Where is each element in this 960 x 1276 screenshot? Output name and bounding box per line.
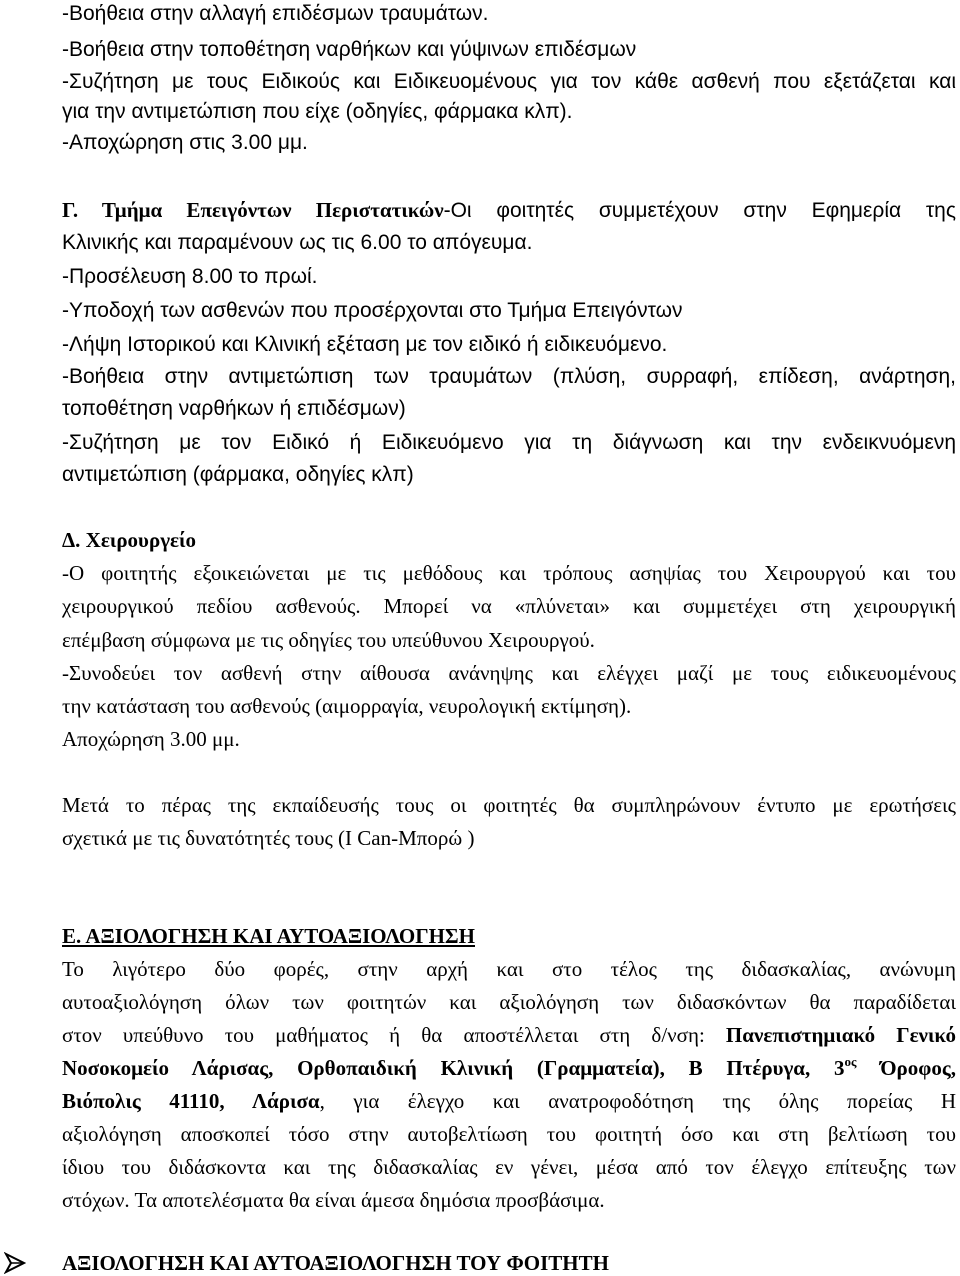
address-intro: στον υπεύθυνο του μαθήματος ή θα αποστέλλεται στη δ/νση: [62, 1023, 726, 1047]
text-line: -Υποδοχή των ασθενών που προσέρχονται στο Τμήμα Επειγόντων [62, 299, 683, 322]
text-line: ίδιου του διδάσκοντα και της διδασκαλίας εν γένει, μέσα από τον έλεγχο επίτευξης των [62, 1155, 956, 1179]
text-line [62, 1054, 956, 1080]
section-d-heading-text: Δ. Χειρουργείο [62, 528, 196, 552]
text-line: -Βοήθεια στην τοποθέτηση ναρθήκων και γύψινων επιδέσμων [62, 38, 637, 61]
text-line: αντιμετώπιση (φάρμακα, οδηγίες κλπ) [62, 463, 414, 486]
arrow-bullet-icon [4, 1252, 26, 1274]
section-e-heading-text: Ε. ΑΞΙΟΛΟΓΗΣΗ ΚΑΙ ΑΥΤΟΑΞΙΟΛΟΓΗΣΗ [62, 924, 475, 948]
text-line: επέμβαση σύμφωνα με τις οδηγίες του υπεύθυνου Χειρουργού. [62, 628, 595, 652]
text-line: -Ο φοιτητής εξοικειώνεται με τις μεθόδους και τρόπους ασηψίας του Χειρουργού και του [62, 561, 956, 585]
section-e-heading [62, 926, 475, 947]
bottom-heading-text: ΑΞΙΟΛΟΓΗΣΗ ΚΑΙ ΑΥΤΟΑΞΙΟΛΟΓΗΣΗ ΤΟΥ ΦΟΙΤΗΤΗ [62, 1251, 609, 1275]
text-line: αυτοαξιολόγηση όλων των φοιτητών και αξιολόγηση των διδασκόντων θα παραδίδεται [62, 990, 956, 1014]
text-line: Μετά το πέρας της εκπαίδευσής τους οι φοιτητές θα συμπληρώνουν έντυπο με ερωτήσεις [62, 793, 956, 817]
text-line: την κατάσταση του ασθενούς (αιμορραγία, νευρολογική εκτίμηση). [62, 694, 632, 718]
text-line: σχετικά με τις δυνατότητές τους (I Can-Μπορώ ) [62, 826, 475, 850]
bottom-heading [62, 1253, 609, 1274]
text-line [62, 1025, 956, 1046]
text-line: -Συζήτηση με τον Ειδικό ή Ειδικευόμενο για τη διάγνωση και την ενδεικνυόμενη [62, 431, 956, 454]
text-line: τοποθέτηση ναρθήκων ή επιδέσμων) [62, 397, 406, 420]
text-line: Κλινικής και παραμένουν ως τις 6.00 το απόγευμα. [62, 231, 533, 254]
text-line: χειρουργικού πεδίου ασθενούς. Μπορεί να «πλύνεται» και συμμετέχει στη χειρουργική [62, 594, 956, 618]
text-line: στόχων. Τα αποτελέσματα θα είναι άμεσα δημόσια προσβάσιμα. [62, 1188, 605, 1212]
text-line: αξιολόγηση αποσκοπεί τόσο στην αυτοβελτίωση του φοιτητή όσο και στη βελτίωση του [62, 1122, 956, 1146]
address-bold: Νοσοκομείο Λάρισας, Ορθοπαιδική Κλινική (Γραμματεία), Β Πτέρυγα, 3 [62, 1056, 845, 1080]
section-g-heading-rest: -Οι φοιτητές συμμετέχουν στην Εφημερία της [443, 199, 956, 222]
text-line: -Βοήθεια στην αντιμετώπιση των τραυμάτων (πλύση, συρραφή, επίδεση, ανάρτηση, [62, 365, 956, 388]
text-line: -Συνοδεύει τον ασθενή στην αίθουσα ανάνηψης και ελέγχει μαζί με τους ειδικευομένους [62, 661, 956, 685]
address-bold: Όροφος, [856, 1056, 956, 1080]
text-line: -Λήψη Ιστορικού και Κλινική εξέταση με τον ειδικό ή ειδικευόμενο. [62, 333, 668, 356]
text-line: Αποχώρηση 3.00 μμ. [62, 727, 240, 751]
text-line: -Προσέλευση 8.00 το πρωί. [62, 265, 318, 288]
section-g-heading-line [62, 200, 956, 221]
section-d-heading [62, 530, 196, 551]
text-line: για την αντιμετώπιση που είχε (οδηγίες, φάρμακα κλπ). [62, 100, 573, 123]
text-line: -Συζήτηση με τους Ειδικούς και Ειδικευομένους για τον κάθε ασθενή που εξετάζεται και [62, 70, 956, 93]
text-line [62, 1091, 956, 1112]
text-span: , για έλεγχο και ανατροφοδότηση της όλης πορείας Η [319, 1089, 956, 1113]
address-bold: Βιόπολις 41110, Λάρισα [62, 1089, 320, 1113]
text-line: Το λιγότερο δύο φορές, στην αρχή και στο τέλος της διδασκαλίας, ανώνυμη [62, 957, 956, 981]
section-g-heading: Γ. Τμήμα Επειγόντων Περιστατικών [62, 198, 444, 222]
ordinal-superscript: ος [844, 1054, 857, 1069]
text-line: -Βοήθεια στην αλλαγή επιδέσμων τραυμάτων. [62, 2, 489, 25]
text-line: -Αποχώρηση στις 3.00 μμ. [62, 131, 308, 154]
address-bold: Πανεπιστημιακό Γενικό [725, 1023, 956, 1047]
